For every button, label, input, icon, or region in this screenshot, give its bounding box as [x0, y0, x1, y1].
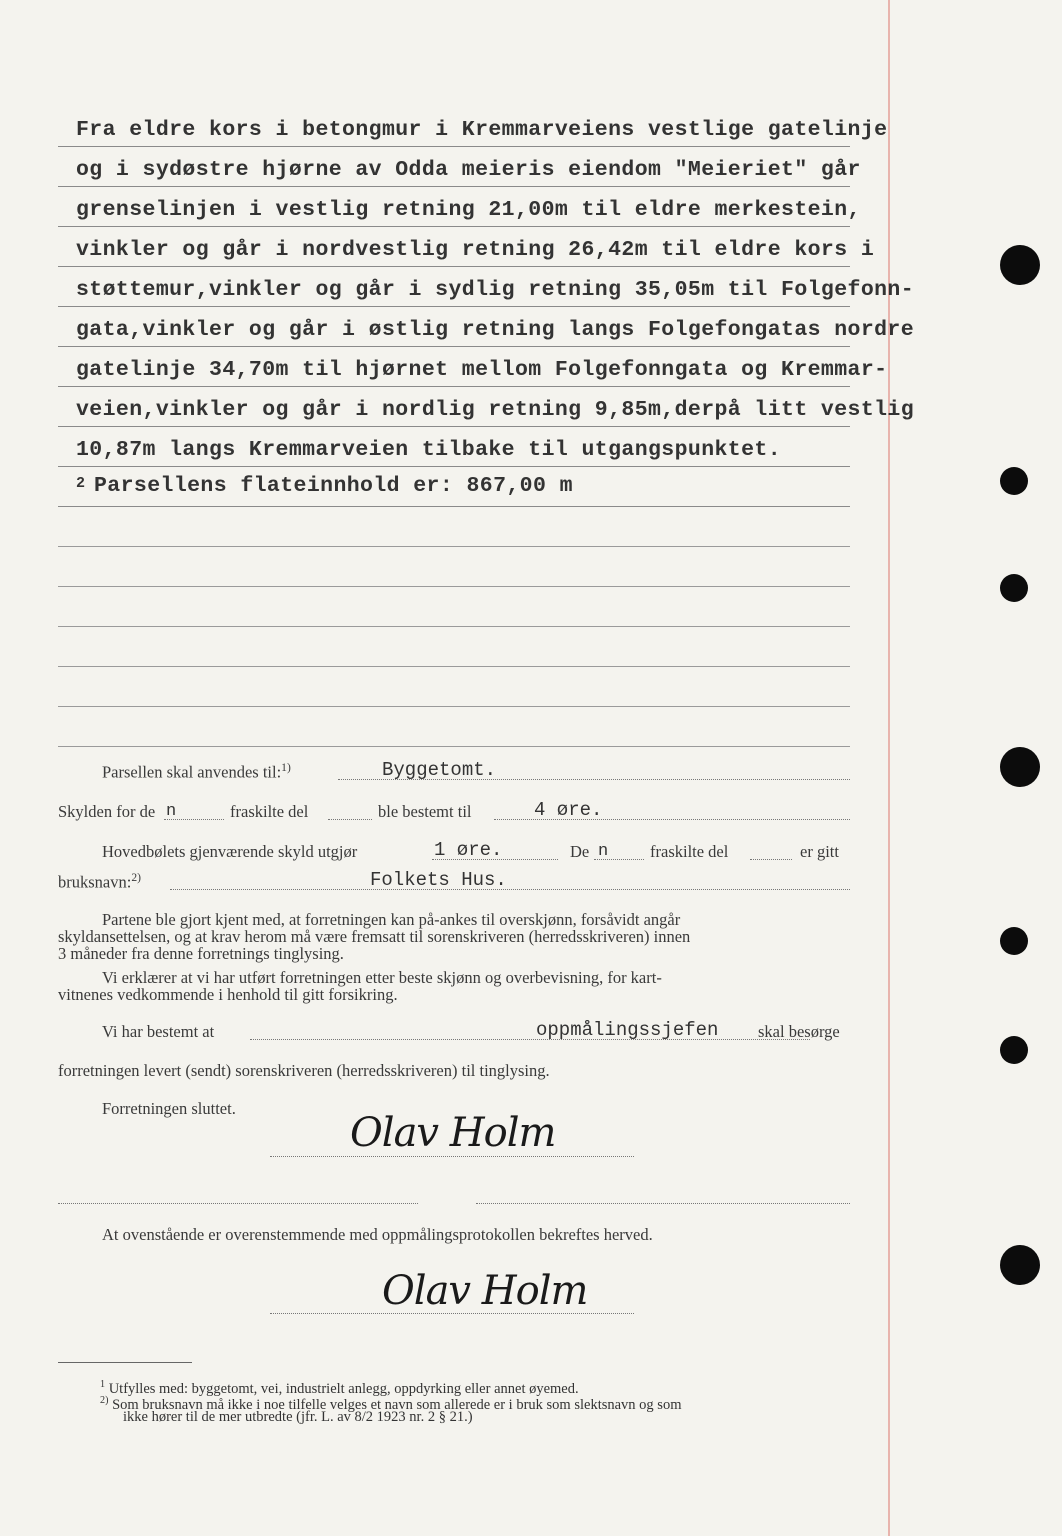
delivered-text: forretningen levert (sendt) sorenskriveren (herredsskriveren) til tinglysing.: [58, 1061, 550, 1080]
remaining-label-d: er gitt: [800, 842, 839, 861]
area-text: Parsellens flateinnhold er: 867,00 m $^2$: [76, 473, 573, 498]
description-line: [58, 306, 915, 347]
declare-paragraph: Vi erklærer at vi har utført forretningen etter beste skjønn og overbevisning, for kart- vitnenes vedkommende i henhold til gitt forsikring.: [58, 968, 662, 1004]
punch-hole: [1000, 747, 1040, 787]
remaining-fill: n: [598, 842, 609, 861]
witness-line-left: [58, 1203, 418, 1204]
name-row: [58, 866, 858, 896]
name-label: bruksnavn:$^{2)}$: [58, 871, 141, 891]
description-line: [58, 386, 915, 427]
description-text: Fra eldre kors i betongmur i Kremmarveiens vestlige gatelinje: [76, 118, 888, 142]
blank-line: [58, 666, 850, 667]
footnote-1: $^1$ Utfylles med: byggetomt, vei, industrielt anlegg, oppdyrking eller annet øyemed.: [100, 1379, 579, 1397]
footnote-2: $^{2)}$ Som bruksnavn må ikke i noe tilfelle velges et navn som allerede er i bruk som slektsnavn og som: [100, 1395, 682, 1413]
footnote-rule: [58, 1362, 192, 1363]
closed-text: Forretningen sluttet.: [102, 1099, 236, 1118]
signature-1: Olav Holm: [350, 1110, 556, 1156]
remaining-row: [58, 836, 858, 866]
punch-hole: [1000, 245, 1040, 285]
punch-hole: [1000, 467, 1028, 495]
name-dotted-line: [170, 889, 850, 890]
confirm-text: At ovenstående er overenstemmende med oppmålingsprotokollen bekreftes herved.: [102, 1225, 653, 1244]
description-text: vinkler og går i nordvestlig retning 26,42m til eldre kors i: [76, 238, 875, 262]
description-line: [58, 426, 850, 467]
description-text: og i sydøstre hjørne av Odda meieris eiendom "Meieriet" går: [76, 158, 861, 182]
appeal-paragraph: Partene ble gjort kjent med, at forretningen kan på-ankes til overskjønn, forsåvidt angår skyldansettelsen, og at krav herom må være fremsatt til sorenskriveren (herredsskriveren) innen 3 måneder fra denne forretnings tinglysing.: [58, 910, 691, 963]
remaining-label-c: fraskilte del: [650, 842, 729, 861]
blank-line: [58, 746, 850, 747]
description-line: [58, 346, 888, 387]
description-text: gata,vinkler og går i østlig retning langs Folgefongatas nordre: [76, 318, 915, 342]
punch-hole: [1000, 927, 1028, 955]
description-text: gatelinje 34,70m til hjørnet mellom Folgefonngata og Kremmar-: [76, 358, 888, 382]
decided-value: oppmålingssjefen: [536, 1019, 719, 1041]
footnote-2-cont: ikke hører til de mer utbredte (jfr. L. av 8/2 1923 nr. 2 § 21.): [123, 1409, 473, 1425]
witness-line-right: [476, 1203, 850, 1204]
description-line: [58, 266, 915, 307]
area-unit-superscript: 2: [76, 473, 86, 492]
debt-dotted-a: [164, 819, 224, 820]
remaining-label-b: De: [570, 842, 590, 861]
description-line: [58, 106, 888, 147]
area-line: [58, 466, 850, 507]
description-line: [58, 146, 861, 187]
blank-line: [58, 706, 850, 707]
debt-row: [58, 796, 858, 826]
decided-label-a: Vi har bestemt at: [102, 1022, 215, 1041]
debt-label-a: Skylden for de: [58, 802, 156, 821]
description-line: [58, 186, 861, 227]
debt-dotted-b: [328, 819, 372, 820]
signature-line: [270, 1156, 634, 1157]
punch-hole: [1000, 574, 1028, 602]
remaining-label-a: Hovedbølets gjenværende skyld utgjør: [102, 842, 358, 861]
description-text: 10,87m langs Kremmarveien tilbake til utgangspunktet.: [76, 438, 782, 462]
blank-line: [58, 586, 850, 587]
debt-label-c: ble bestemt til: [378, 802, 472, 821]
punch-hole: [1000, 1036, 1028, 1064]
blank-line: [58, 626, 850, 627]
description-text: støttemur,vinkler og går i sydlig retning 35,05m til Folgefonn-: [76, 278, 915, 302]
decided-row: [58, 1016, 858, 1046]
punch-hole: [1000, 1245, 1040, 1285]
name-value: Folkets Hus.: [370, 869, 507, 891]
usage-value: Byggetomt.: [382, 759, 497, 781]
usage-row: [58, 756, 858, 786]
usage-label: Parsellen skal anvendes til:$^{1)}$: [102, 761, 291, 781]
signature-2: Olav Holm: [382, 1268, 588, 1314]
decided-dotted-line: [250, 1039, 810, 1040]
debt-value: 4 øre.: [534, 799, 603, 821]
blank-line: [58, 546, 850, 547]
debt-fill-a: n: [166, 802, 177, 821]
description-text: veien,vinkler og går i nordlig retning 9,85m,derpå litt vestlig: [76, 398, 915, 422]
debt-label-b: fraskilte del: [230, 802, 309, 821]
signature-line: [270, 1313, 634, 1314]
margin-rule: [888, 0, 890, 1536]
description-text: grenselinjen i vestlig retning 21,00m til eldre merkestein,: [76, 198, 861, 222]
decided-label-b: skal besørge: [758, 1022, 840, 1041]
description-line: [58, 226, 875, 267]
remaining-dotted-c: [750, 859, 792, 860]
remaining-value: 1 øre.: [434, 839, 503, 861]
